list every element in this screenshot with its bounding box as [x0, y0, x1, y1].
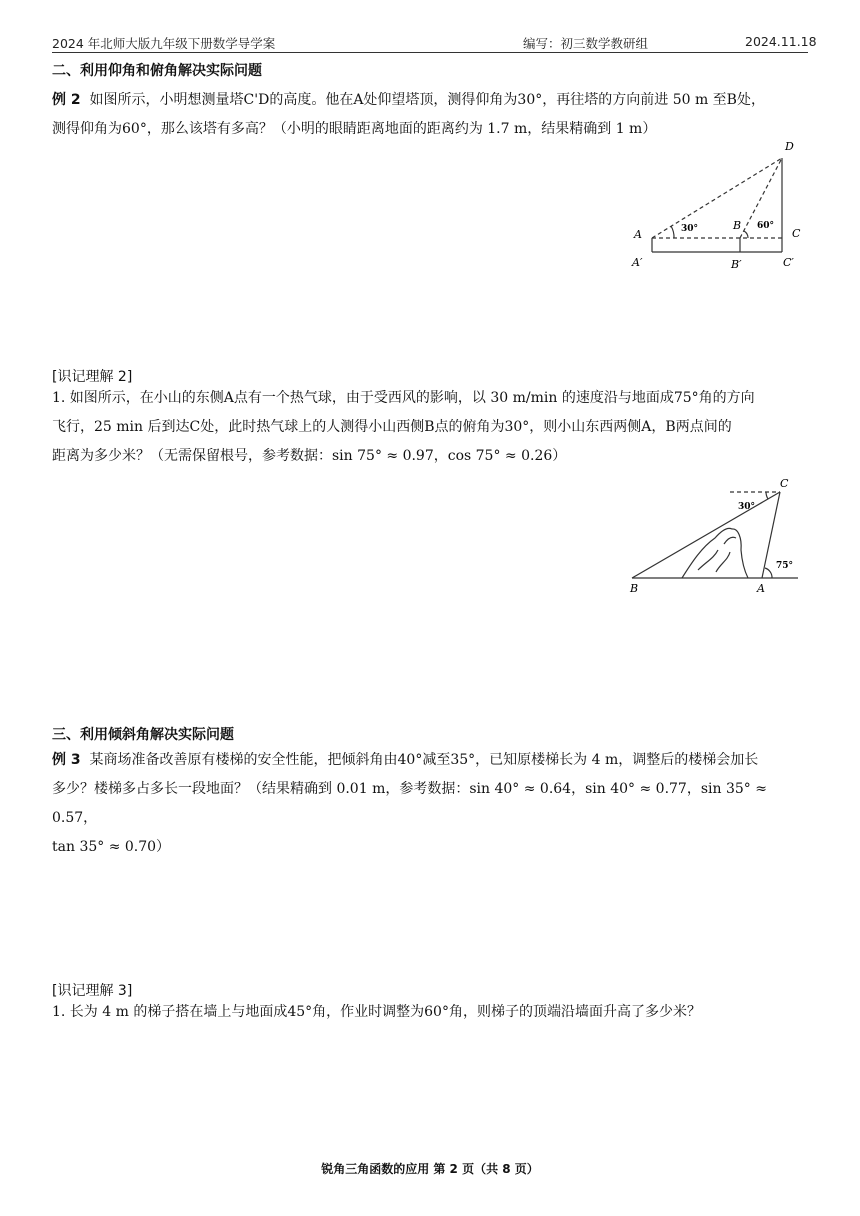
example-3-line3: tan 35° ≈ 0.70） — [52, 839, 171, 855]
figure-hill — [620, 472, 805, 597]
fig2-label-a: A — [757, 582, 765, 595]
example-2-line1: 如图所示，小明想测量塔C'D的高度。他在A处仰望塔顶，测得仰角为30°，再往塔的方向前进 50 m 至B处， — [89, 92, 765, 108]
example-2-label: 例 2 — [52, 92, 81, 108]
practice-3-question — [52, 998, 810, 1027]
practice-2-line1: 1. 如图所示，在小山的东侧A点有一个热气球，由于受西风的影响，以 30 m/min 的速度沿与地面成75°角的方向 — [52, 390, 755, 406]
example-3 — [52, 746, 810, 862]
fig1-angle-30: 30° — [681, 224, 699, 234]
practice-2-line2: 飞行，25 min 后到达C处，此时热气球上的人测得小山西侧B点的俯角为30°，则小山东西两侧A，B两点间的 — [52, 419, 732, 435]
practice-2-question — [52, 384, 810, 471]
header-rule — [52, 52, 808, 53]
practice-3-bracket: [识记理解 3] — [52, 983, 133, 999]
practice-2-bracket: [识记理解 2] — [52, 369, 133, 385]
header-middle: 编写：初三数学教研组 — [523, 36, 649, 51]
fig2-angle-75: 75° — [776, 561, 794, 571]
fig1-label-a: A — [634, 228, 642, 241]
fig1-label-d: D — [785, 140, 794, 153]
example-3-line1: 某商场准备改善原有楼梯的安全性能，把倾斜角由40°减至35°，已知原楼梯长为 4 m，调整后的楼梯会加长 — [89, 752, 759, 768]
section-2-title: 二、利用仰角和俯角解决实际问题 — [52, 63, 262, 79]
fig2-label-b: B — [630, 582, 639, 595]
fig1-label-a-prime: A′ — [632, 256, 643, 269]
fig1-label-b: B — [733, 219, 742, 232]
section-3-title: 三、利用倾斜角解决实际问题 — [52, 727, 234, 743]
fig1-label-b-prime: B′ — [731, 258, 742, 271]
fig1-label-c: C — [792, 227, 801, 240]
figure-tower — [622, 134, 812, 274]
example-3-line2: 多少？楼梯多占多长一段地面？（结果精确到 0.01 m，参考数据：sin 40° ≈ 0.64，sin 40° ≈ 0.77，sin 35° ≈ 0.57， — [52, 781, 767, 826]
fig2-angle-30: 30° — [738, 502, 756, 512]
header-date: 2024.11.18 — [745, 34, 817, 49]
fig2-label-c: C — [780, 477, 789, 490]
practice-2-line3: 距离为多少米？（无需保留根号，参考数据：sin 75° ≈ 0.97，cos 75° ≈ 0.26） — [52, 448, 567, 464]
fig1-label-c-prime: C′ — [783, 256, 794, 269]
page-footer: 锐角三角函数的应用 第 2 页（共 8 页） — [321, 1162, 539, 1176]
example-2-line2: 测得仰角为60°，那么该塔有多高？（小明的眼睛距离地面的距离约为 1.7 m，结果精确到 1 m） — [52, 121, 657, 137]
practice-3-line1: 1. 长为 4 m 的梯子搭在墙上与地面成45°角，作业时调整为60°角，则梯子的顶端沿墙面升高了多少米？ — [52, 1004, 701, 1020]
header-left: 2024 年北师大版九年级下册数学导学案 — [52, 36, 276, 51]
example-3-label: 例 3 — [52, 752, 81, 768]
fig1-angle-60: 60° — [757, 221, 775, 231]
